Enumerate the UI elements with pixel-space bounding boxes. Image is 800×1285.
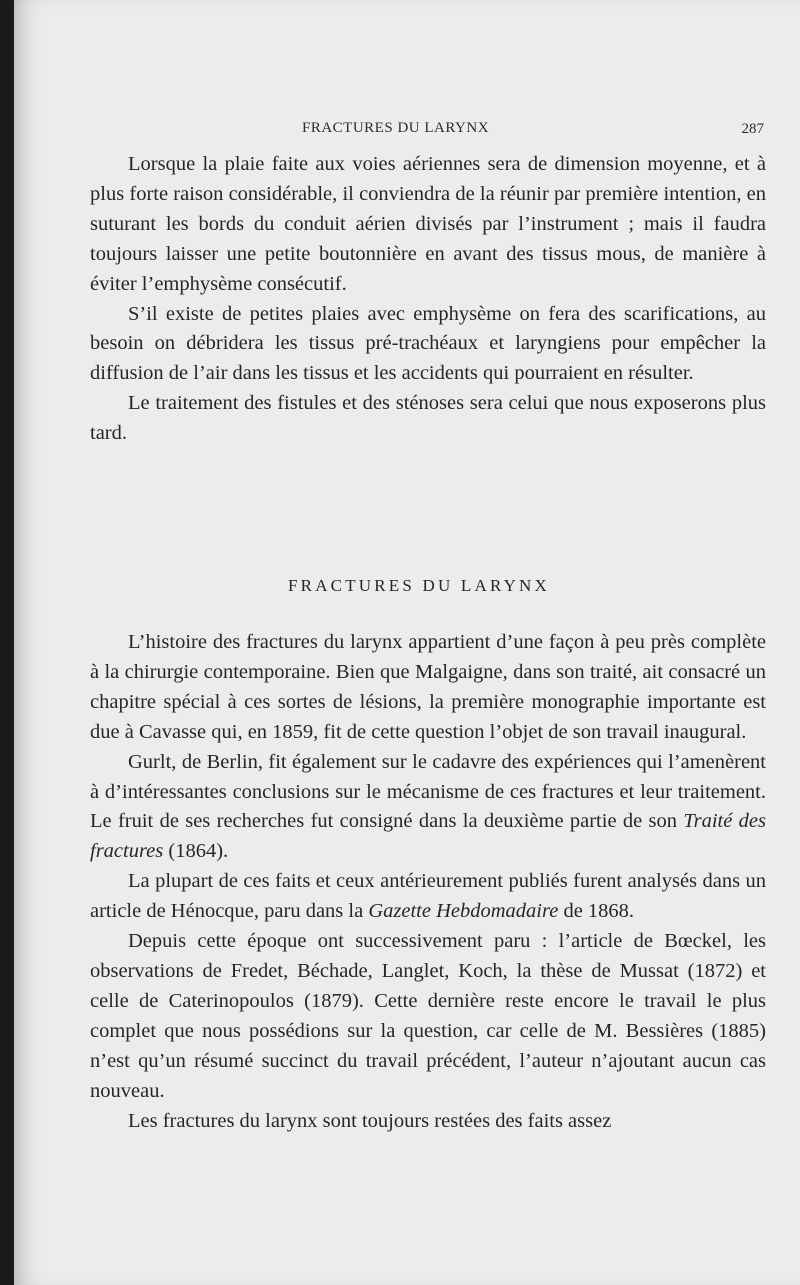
text-run: (1864). <box>163 840 229 863</box>
text-run: Gurlt, de Berlin, fit également sur le cadavre des expériences qui l’amenèrent à d’intéressantes conclusions sur le mécanisme de ces fractures et leur traitement. Le fruit de ses recherches fut consigné dans la deuxième partie de son <box>90 750 766 833</box>
text-run: de 1868. <box>558 900 635 923</box>
paragraph <box>90 748 766 868</box>
paragraph: Depuis cette époque ont successivement paru : l’article de Bœckel, les observations de Fredet, Béchade, Langlet, Koch, la thèse de Mussat (1872) et celle de Caterinopoulos (1879). Cette dernière reste encore le travail le plus complet que nous possédions sur la question, car celle de M. Bessières (1885) n’est qu’un résumé succinct du travail précédent, l’auteur n’ajoutant aucun cas nouveau. <box>90 930 766 1102</box>
body-text-upper <box>90 150 766 449</box>
paragraph: S’il existe de petites plaies avec emphysème on fera des scarifications, au besoin on débridera les tissus pré-trachéaux et laryngiens pour empêcher la diffusion de l’air dans les tissus et les accidents qui pourraient en résulter. <box>90 302 766 385</box>
paragraph <box>90 867 766 927</box>
running-title: FRACTURES DU LARYNX <box>302 120 490 136</box>
paragraph: Les fractures du larynx sont toujours restées des faits assez <box>128 1109 612 1132</box>
italic-title: Traité des fractures <box>90 810 766 863</box>
italic-title: Gazette Hebdomadaire <box>368 900 559 923</box>
text-run: La plupart de ces faits et ceux antérieurement publiés furent analysés dans un article de Hénocque, paru dans la <box>90 870 766 923</box>
page-number: 287 <box>741 121 764 137</box>
paragraph: Lorsque la plaie faite aux voies aériennes sera de dimension moyenne, et à plus forte raison considérable, il conviendra de la réunir par première intention, en suturant les bords du conduit aérien divisés par l’instrument ; mais il faudra toujours laisser une petite boutonnière en avant des tissus mous, de manière à éviter l’emphysème consécutif. <box>90 153 766 295</box>
paragraph: L’histoire des fractures du larynx appartient d’une façon à peu près complète à la chirurgie contemporaine. Bien que Malgaigne, dans son traité, ait consacré un chapitre spécial à ces sortes de lésions, la première monographie importante est due à Cavasse qui, en 1859, fit de cette question l’objet de son travail inaugural. <box>90 631 766 743</box>
body-text-lower <box>90 628 766 1136</box>
running-head <box>14 120 800 142</box>
paragraph: Le traitement des fistules et des sténoses sera celui que nous exposerons plus tard. <box>90 392 766 445</box>
section-heading: FRACTURES DU LARYNX <box>288 576 550 595</box>
book-page <box>14 0 800 1285</box>
